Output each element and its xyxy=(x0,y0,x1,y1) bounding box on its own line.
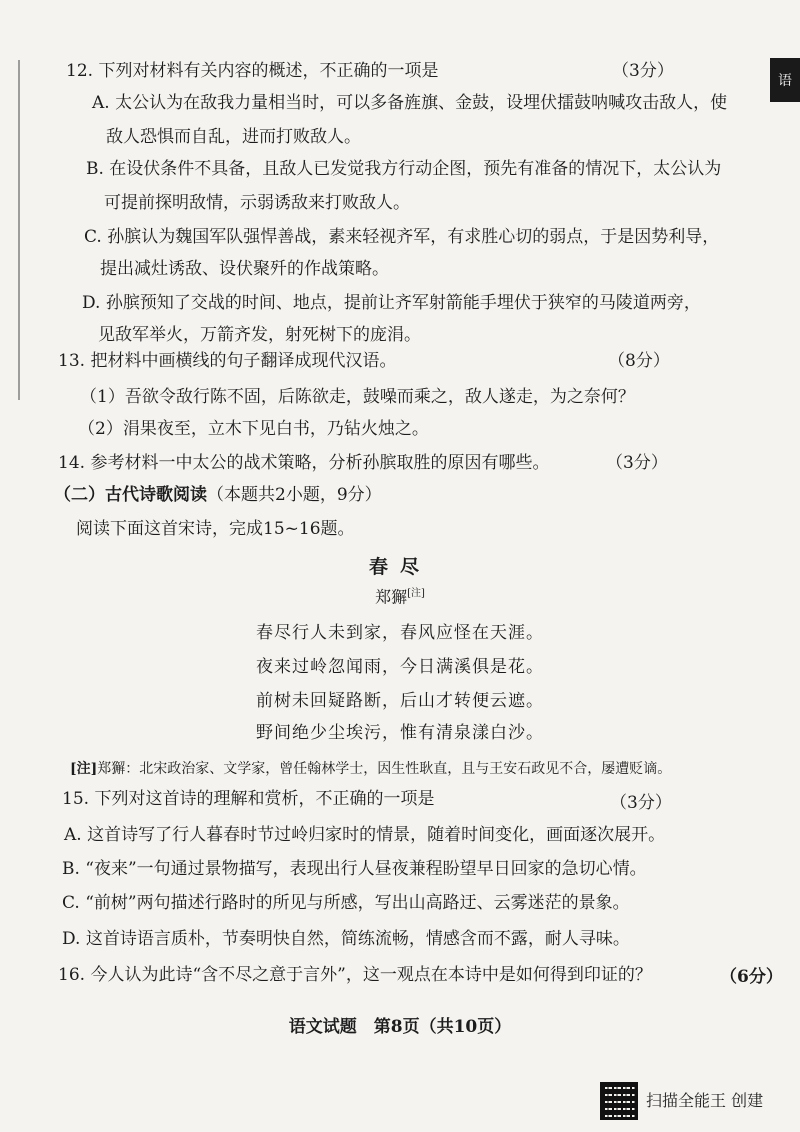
margin-line xyxy=(18,60,20,400)
poem-note xyxy=(70,758,671,778)
q13-item-2: （2）涓果夜至，立木下见白书，乃钻火烛之。 xyxy=(78,419,429,439)
section2-heading xyxy=(54,484,382,506)
q12-option-b: B. 在设伏条件不具备，且敌人已发觉我方行动企图，预先有准备的情况下，太公认为 xyxy=(86,159,722,179)
q15-option-d: D. 这首诗语言质朴，节奏明快自然，简练流畅，情感含而不露，耐人寻味。 xyxy=(62,929,630,949)
poem-line-3: 前树未回疑路断，后山才转便云遮。 xyxy=(256,691,544,711)
q12-option-d: D. 孙膑预知了交战的时间、地点，提前让齐军射箭能手埋伏于狭窄的马陵道两旁， xyxy=(82,293,701,313)
subject-side-tab: 语 xyxy=(770,58,800,102)
poem-note-text: 郑獬：北宋政治家、文学家，曾任翰林学士，因生性耿直，且与王安石政见不合，屡遭贬谪。 xyxy=(97,761,672,777)
poem-line-1: 春尽行人未到家，春风应怪在天涯。 xyxy=(256,623,544,643)
q14-stem: 14. 参考材料一中太公的战术策略，分析孙膑取胜的原因有哪些。 xyxy=(58,453,550,473)
scanner-watermark: 扫描全能王 创建 xyxy=(646,1091,764,1110)
section2-instruction: 阅读下面这首宋诗，完成15~16题。 xyxy=(76,519,355,539)
q12-option-d-cont: 见敌军举火，万箭齐发，射死树下的庞涓。 xyxy=(98,325,421,345)
q13-item-1: （1）吾欲令敌行陈不固，后陈欲走，鼓噪而乘之，敌人遂走，为之奈何？ xyxy=(80,387,635,407)
q15-option-c: C. “前树”两句描述行路时的所见与所感，写出山高路迂、云雾迷茫的景象。 xyxy=(62,893,630,913)
q15-stem: 15. 下列对这首诗的理解和赏析，不正确的一项是 xyxy=(62,789,435,809)
poem-author xyxy=(0,584,800,607)
q15-option-a: A. 这首诗写了行人暮春时节过岭归家时的情景，随着时间变化，画面逐次展开。 xyxy=(64,825,666,845)
poem-author-name: 郑獬 xyxy=(375,587,408,607)
page-footer: 语文试题 第8页（共10页） xyxy=(288,1017,512,1037)
qr-code-icon xyxy=(600,1082,638,1120)
q12-option-c-cont: 提出减灶诱敌、设伏聚歼的作战策略。 xyxy=(100,259,389,279)
q12-stem: 12. 下列对材料有关内容的概述，不正确的一项是 xyxy=(66,61,439,81)
section2-note: （本题共2小题，9分） xyxy=(207,485,382,505)
q16-points: （6分） xyxy=(720,967,783,987)
q12-option-c: C. 孙膑认为魏国军队强悍善战，素来轻视齐军，有求胜心切的弱点，于是因势利导， xyxy=(84,227,720,247)
poem-note-label: [注] xyxy=(70,761,98,777)
q15-option-b: B. “夜来”一句通过景物描写，表现出行人昼夜兼程盼望早日回家的急切心情。 xyxy=(62,859,647,879)
q13-stem: 13. 把材料中画横线的句子翻译成现代汉语。 xyxy=(58,351,397,371)
q12-option-b-cont: 可提前探明敌情，示弱诱敌来打败敌人。 xyxy=(104,193,410,213)
q13-points: （8分） xyxy=(608,351,670,371)
q12-option-a-cont: 敌人恐惧而自乱，进而打败敌人。 xyxy=(106,127,361,147)
poem-author-note-mark: [注] xyxy=(407,588,425,599)
poem-title: 春尽 xyxy=(368,556,431,578)
q14-points: （3分） xyxy=(606,453,668,473)
q15-points: （3分） xyxy=(610,793,672,813)
q12-points: （3分） xyxy=(612,61,674,81)
poem-line-4: 野间绝少尘埃污，惟有清泉漾白沙。 xyxy=(256,723,544,743)
q16-stem: 16. 今人认为此诗“含不尽之意于言外”，这一观点在本诗中是如何得到印证的？ xyxy=(58,965,652,985)
section2-title: （二）古代诗歌阅读 xyxy=(54,485,207,505)
q12-option-a: A. 太公认为在敌我力量相当时，可以多备旌旗、金鼓，设埋伏擂鼓呐喊攻击敌人，使 xyxy=(92,93,728,113)
poem-line-2: 夜来过岭忽闻雨，今日满溪俱是花。 xyxy=(256,657,544,677)
